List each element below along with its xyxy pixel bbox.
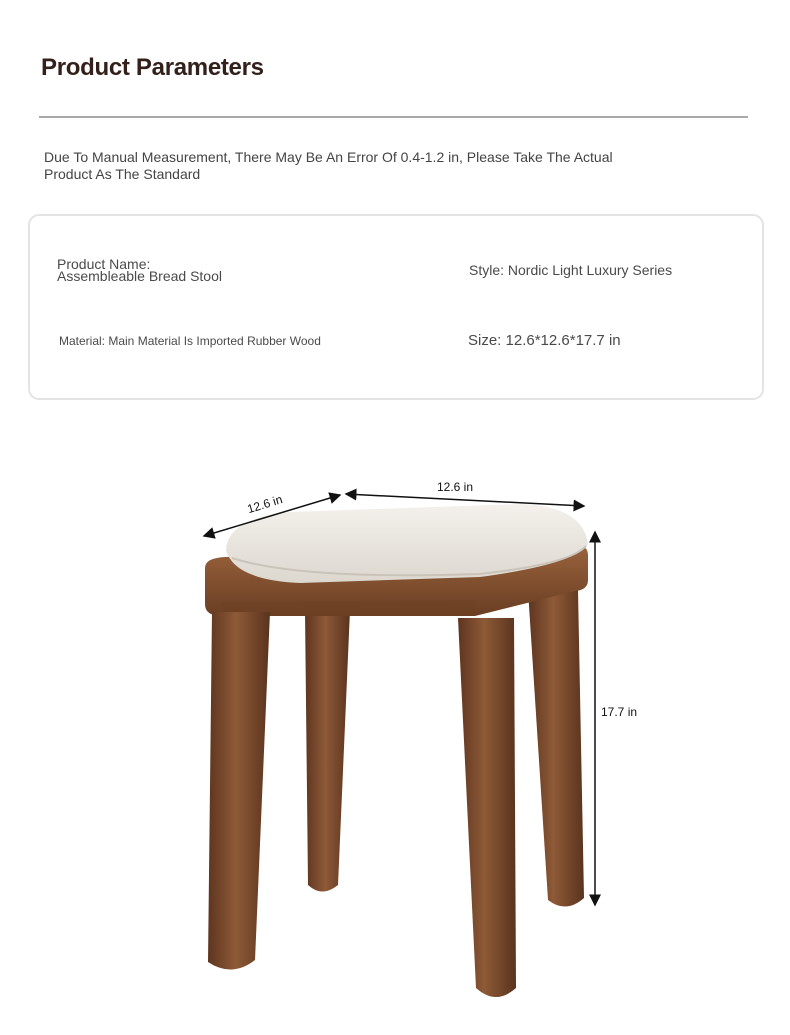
dimension-width-label: 12.6 in xyxy=(436,480,474,494)
stool-diagram xyxy=(0,440,790,1035)
measurement-note: Due To Manual Measurement, There May Be An Error Of 0.4-1.2 in, Please Take The Actual Product As The Standard xyxy=(44,149,613,182)
product-name-value: Assembleable Bread Stool xyxy=(57,268,222,284)
spec-card xyxy=(28,214,764,400)
stool-back-leg-left xyxy=(305,610,350,892)
size-field: Size: 12.6*12.6*17.7 in xyxy=(468,332,621,349)
product-name-field xyxy=(57,258,222,282)
dimension-height xyxy=(595,532,637,905)
dimension-depth-label: 12.6 in xyxy=(245,492,285,517)
stool-front-leg-left xyxy=(208,612,270,970)
title-divider xyxy=(39,116,748,118)
page-title: Product Parameters xyxy=(41,54,264,81)
stool-back-leg-right xyxy=(528,590,584,907)
dimension-height-label: 17.7 in xyxy=(601,705,638,719)
stool-front-leg-right xyxy=(458,618,516,997)
dimension-width xyxy=(346,480,584,506)
product-name-label: Product Name: xyxy=(57,256,151,272)
material-field: Material: Main Material Is Imported Rubber Wood xyxy=(59,334,321,348)
style-field: Style: Nordic Light Luxury Series xyxy=(469,262,673,278)
